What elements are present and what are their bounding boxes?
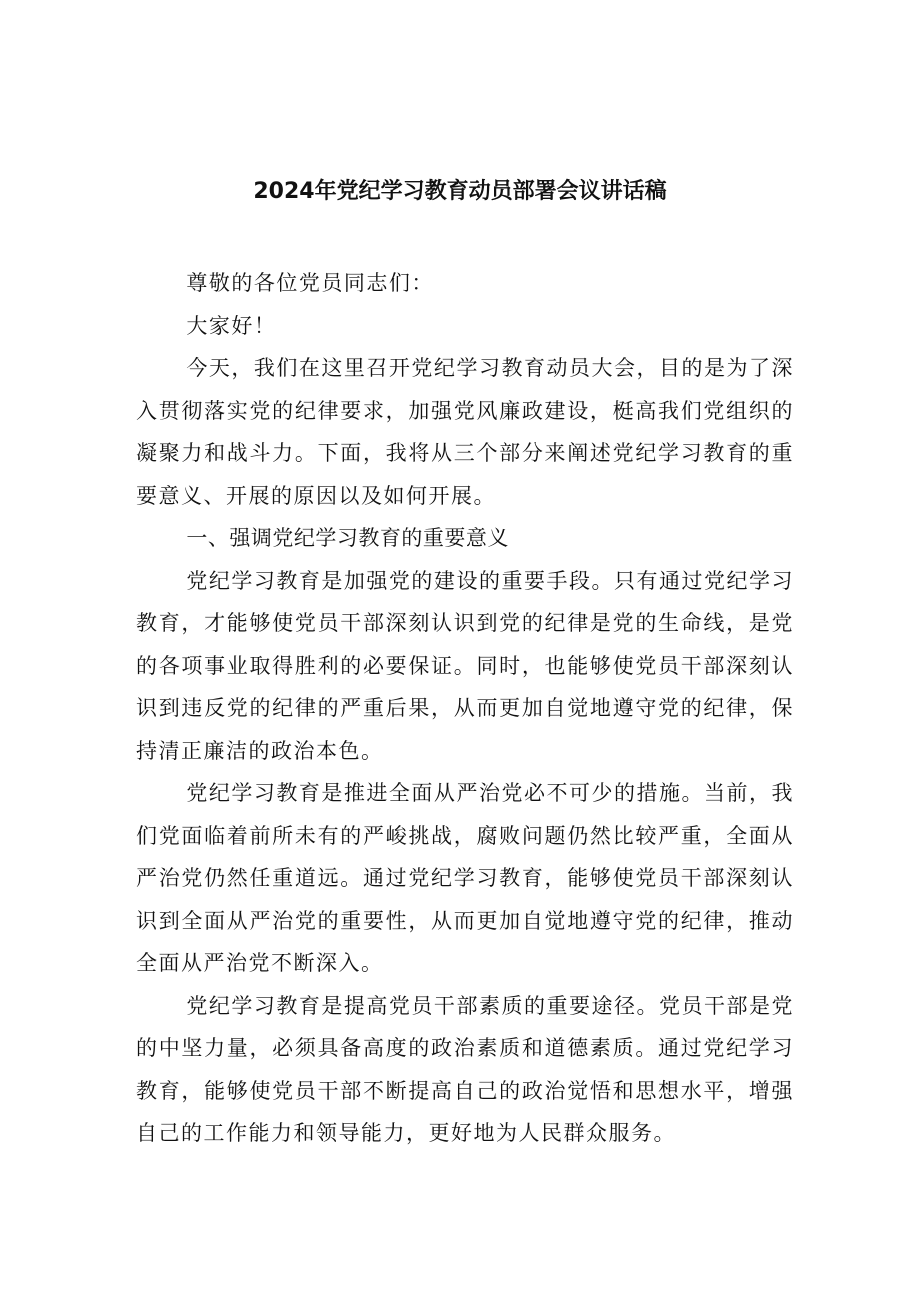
- salutation: 尊敬的各位党员同志们：: [186, 271, 434, 295]
- greeting: 大家好！: [186, 313, 277, 338]
- intro-paragraph: 今天，我们在这里召开党纪学习教育动员大会，目的是为了深入贯彻落实党的纪律要求，加强党风廉政建设，梃高我们党组织的凝聚力和战斗力。下面，我将从三个部分来阐述党纪学习教育的重要意义、开展的原因以及如何开展。: [136, 356, 794, 508]
- paragraph-1: 党纪学习教育是加强党的建设的重要手段。只有通过党纪学习教育，才能够使党员干部深刻认识到党的纪律是党的生命线，是党的各项事业取得胜利的必要保证。同时，也能够使党员干部深刻认识到违反党的纪律的严重后果，从而更加自觉地遵守党的纪律，保持清正廉洁的政治本色。: [136, 568, 794, 763]
- paragraph-2: 党纪学习教育是推进全面从严治党必不可少的措施。当前，我们党面临着前所未有的严峻挑战，腐败问题仍然比较严重，全面从严治党仍然任重道远。通过党纪学习教育，能够使党员干部深刻认识到全面从严治党的重要性，从而更加自觉地遵守党的纪律，推动全面从严治党不断深入。: [136, 781, 794, 975]
- paragraph-3: 党纪学习教育是提高党员干部素质的重要途径。党员干部是党的中坚力量，必须具备高度的政治素质和道德素质。通过党纪学习教育，能够使党员干部不断提高自己的政治觉悟和思想水平，增强自己的工作能力和领导能力，更好地为人民群众服务。: [136, 993, 794, 1145]
- section-heading: 一、强调党纪学习教育的重要意义: [186, 526, 509, 550]
- document-title: 2024年党纪学习教育动员部署会议讲话稿: [253, 179, 667, 204]
- document-body: [136, 262, 794, 1155]
